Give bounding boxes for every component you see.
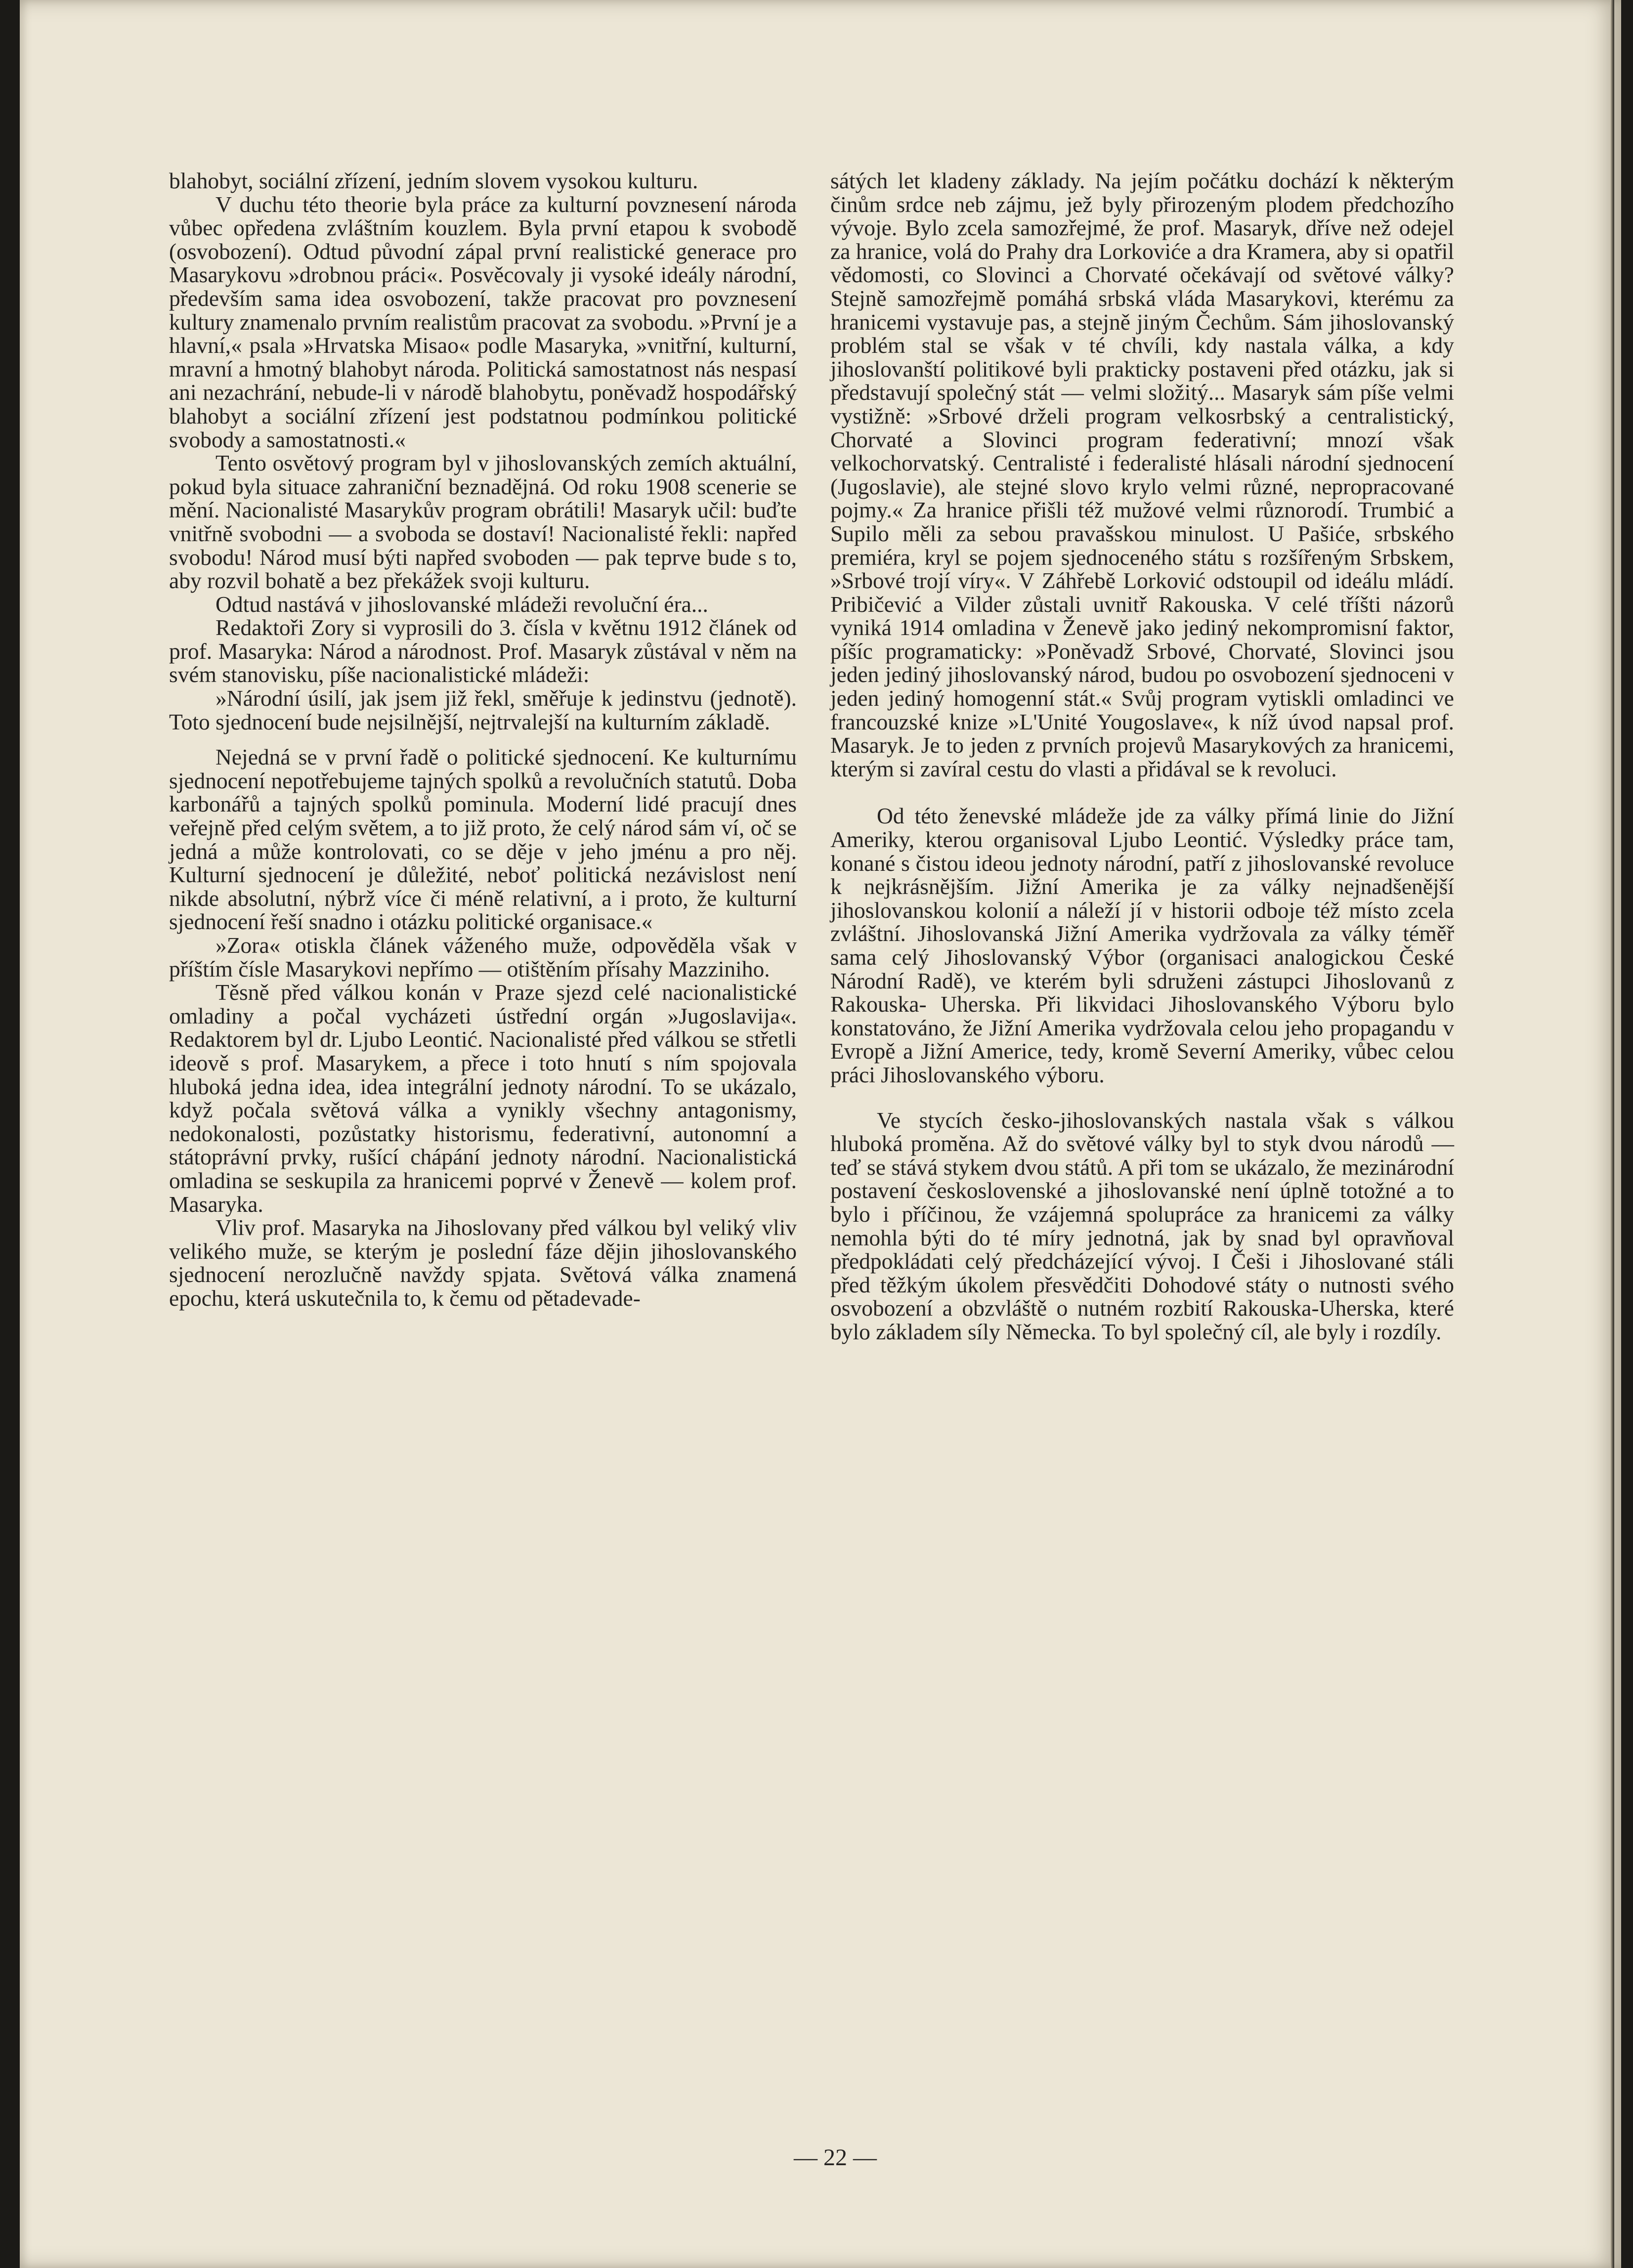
paragraph: Odtud nastává v jihoslovanské mládeži revoluční éra... — [215, 591, 708, 617]
paragraph: V duchu této theorie byla práce za kulturní povznesení národa vůbec opředena zvláštním kouzlem. Byla první etapou k svobodě (osvobození). Odtud původní zápal první realistické generace pro Masarykovu »drobnou práci«. Posvěcovaly ji vysoké ideály národní, především sama idea osvobození, takže pracovat pro povznesení kultury znamenalo prvním realistům pracovat za svobodu. »První je a hlavní,« psala »Hrvatska Misao« podle Masaryka, »vnitřní, kulturní, mravní a hmotný blahobyt národa. Politická samostatnost nás nespasí ani nezachrání, nebude-li v národě blahobytu, poněvadž hospodářský blahobyt a sociální zřízení jest podstatnou podmínkou politické svobody a samostatnosti.« — [169, 191, 797, 452]
text-column-left — [169, 169, 797, 1310]
paragraph: Redaktoři Zory si vyprosili do 3. čísla v květnu 1912 článek od prof. Masaryka: Národ a národnost. Prof. Masaryk zůstával v něm na svém stanovisku, píše nacionalistické mládeži: — [169, 615, 797, 687]
paragraph: Ve stycích česko-jihoslovanských nastala však s válkou hluboká proměna. Až do světové války byl to styk dvou národů — teď se stává stykem dvou států. A při tom se ukázalo, že mezinárodní postavení československé a jihoslovanské není úplně totožné a to bylo i příčinou, že vzájemná spolupráce za hranicemi za války nemohla býti do té míry jednotná, jak by snad byl opravňoval předpokládati celý předcházející vývoj. I Češi i Jihoslované stáli před těžkým úkolem přesvědčiti Dohodové státy o nutnosti svého osvobození a obzvláště o nutném rozbití Rakouska-Uherska, které bylo základem síly Německa. To byl společný cíl, ale byly i rozdíly. — [830, 1107, 1454, 1344]
paragraph: sátých let kladeny základy. Na jejím počátku dochází k některým činům srdce neb zájmu, jež byly přirozeným plodem předchozího vývoje. Bylo zcela samozřejmé, že prof. Masaryk, dříve než odejel za hranice, volá do Prahy dra Lorkoviće a dra Kramera, aby si opatřil vědomosti, co Slovinci a Chorvaté očekávají od světové války? Stejně samozřejmě pomáhá srbská vláda Masarykovi, kterému za hranicemi vystavuje pas, a stejně jiným Čechům. Sám jihoslovanský problém stal se však v té chvíli, kdy nastala válka, a kdy jihoslovanští politikové byli prakticky postaveni před otázku, jak si představují společný stát — velmi složitý... Masaryk sám píše velmi vystižně: »Srbové drželi program velkosrbský a centralistický, Chorvaté a Slovinci program federativní; mnozí však velkochorvatský. Centralisté i federalisté hlásali národní sjednocení (Jugoslavie), ale stejné slovo krylo velmi různé, nepropracované pojmy.« Za hranice přišli též mužové velmi různorodí. Trumbić a Supilo měli za sebou pravašskou minulost. U Pašiće, srbského premiéra, kryl se pojem sjednoceného státu s rozšířeným Srbskem, »Srbové trojí víry«. V Záhřebě Lorković odstoupil od ideálu mládí. Pribičević a Vilder zůstali uvnitř Rakouska. V celé tříšti názorů vyniká 1914 omladina v Ženevě jako jediný nekompromisní faktor, píšíc programaticky: »Poněvadž Srbové, Chorvaté, Slovinci jsou jeden jediný jihoslovanský národ, budou po osvobození sjednoceni v jeden jediný homogenní stát.« Svůj program vytiskli omladinci ve francouzské knize »L'Unité Yougoslave«, k níž úvod napsal prof. Masaryk. Je to jeden z prvních projevů Masarykových za hranicemi, kterým si zavíral cestu do vlasti a přidával se k revoluci. — [830, 168, 1454, 781]
paragraph: blahobyt, sociální zřízení, jedním slovem vysokou kulturu. — [169, 168, 698, 193]
paragraph: Od této ženevské mládeže jde za války přímá linie do Jižní Ameriky, kterou organisoval Ljubo Leontić. Výsledky práce tam, konané s čistou ideou jednoty národní, patří z jihoslovanské revoluce k nejkrásnějším. Jižní Amerika je za války nejnadšenější jihoslovanskou kolonií a náleží jí v historii odboje též místo zcela zvláštní. Jihoslovanská Jižní Amerika vydržovala za války téměř sama celý Jihoslovanský Výbor (organisaci analogickou České Národní Radě), ve kterém byli sdruženi zástupci Jihoslovanů z Rakouska- Uherska. Při likvidaci Jihoslovanského Výboru bylo konstatováno, že Jižní Amerika vydržovala celou jeho propagandu v Evropě a Jižní Americe, tedy, kromě Severní Ameriky, vůbec celou práci Jihoslovanského výboru. — [830, 803, 1454, 1087]
paragraph: Vliv prof. Masaryka na Jihoslovany před válkou byl veliký vliv velikého muže, se kterým je poslední fáze dějin jihoslovanského sjednocení nerozlučně navždy spjata. Světová válka znamená epochu, která uskutečnila to, k čemu od pětadevade- — [169, 1215, 797, 1311]
paragraph: Nejedná se v první řadě o politické sjednocení. Ke kulturnímu sjednocení nepotřebujeme tajných spolků a revolučních statutů. Doba karbonářů a tajných spolků pominula. Moderní lidé pracují dnes veřejně před celým světem, a to již proto, že celý národ sám ví, oč se jedná a může kontrolovati, co se děje v jeho jménu a pro něj. Kulturní sjednocení je důležité, neboť politická nezávislost není nikde absolutní, nýbrž více či méně relativní, a i proto, že kulturní sjednocení řeší snadno i otázku politické organisace.« — [169, 744, 797, 935]
text-column-right — [830, 169, 1454, 1344]
paragraph: Těsně před válkou konán v Praze sjezd celé nacionalistické omladiny a počal vycházeti ústřední orgán »Jugoslavija«. Redaktorem byl dr. Ljubo Leontić. Nacionalisté před válkou se střetli ideově s prof. Masarykem, a přece i toto hnutí s ním spojovala hluboká jedna idea, idea integrální jednoty národní. To se ukázalo, když počala světová válka a vynikly všechny antagonismy, nedokonalosti, pozůstatky historismu, federativní, autonomní a státoprávní prvky, rušící chápání jednoty národní. Nacionalistická omladina se seskupila za hranicemi poprvé v Ženevě — kolem prof. Masaryka. — [169, 980, 797, 1217]
paragraph: Tento osvětový program byl v jihoslovanských zemích aktuální, pokud byla situace zahraniční beznadějná. Od roku 1908 scenerie se mění. Nacionalisté Masarykův program obrátili! Masaryk učil: buďte vnitřně svobodni — a svoboda se dostaví! Nacionalisté řekli: napřed svobodu! Národ musí býti napřed svoboden — pak teprve bude s to, aby rozvil bohatě a bez překážek svoji kulturu. — [169, 450, 797, 594]
paragraph: »Národní úsilí, jak jsem již řekl, směřuje k jedinstvu (jednotě). Toto sjednocení bude nejsilnější, nejtrvalejší na kulturním základě. — [169, 685, 797, 734]
page-number: — 22 — — [794, 2144, 877, 2171]
paragraph: »Zora« otiskla článek váženého muže, odpověděla však v příštím čísle Masarykovi nepřímo — otištěním přísahy Mazziniho. — [169, 933, 797, 982]
page-sheet — [20, 0, 1621, 2268]
